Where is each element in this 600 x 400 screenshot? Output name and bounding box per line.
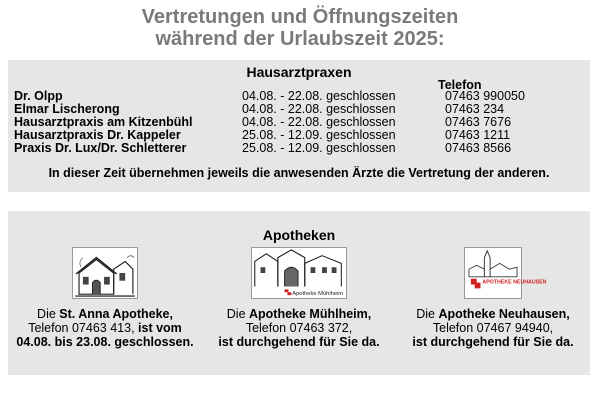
phone-number: 07463 990050 — [445, 89, 525, 103]
pharmacy-info — [396, 307, 590, 349]
pharmacy-phone: Telefon 07467 94940, — [432, 321, 554, 335]
practice-name: Praxis Dr. Lux/Dr. Schletterer — [14, 141, 187, 155]
list-item — [14, 142, 584, 155]
pharmacy-status: 04.08. bis 23.08. geschlossen. — [16, 335, 194, 349]
pharmacy-st-anna — [8, 247, 202, 349]
practice-name: Hausarztpraxis am Kitzenbühl — [14, 115, 193, 129]
title-line-2: während der Urlaubszeit 2025: — [155, 28, 445, 50]
pharmacy-status: ist durchgehend für Sie da. — [218, 335, 380, 349]
pharmacy-phone: Telefon 07463 413, — [28, 321, 139, 335]
phone-number: 07463 8566 — [445, 141, 512, 155]
practice-name: Dr. Olpp — [14, 89, 63, 103]
phone-number: 07463 7676 — [445, 115, 512, 129]
closure-dates: 25.08. - 12.09. geschlossen — [242, 141, 396, 155]
pharmacy-name: St. Anna Apotheke, — [59, 307, 173, 321]
pharmacy-status: ist durchgehend für Sie da. — [412, 335, 574, 349]
hausarzt-heading: Hausarztpraxen — [246, 64, 352, 80]
closure-dates: 04.08. - 22.08. geschlossen — [242, 89, 396, 103]
pharmacy-info — [202, 307, 396, 349]
pharmacy-info — [8, 307, 202, 349]
phone-number: 07463 234 — [445, 102, 505, 116]
hausarzt-section — [8, 60, 590, 192]
apotheken-section — [8, 211, 590, 375]
pharmacy-neuhausen — [396, 247, 590, 349]
closure-dates: 04.08. - 22.08. geschlossen — [242, 102, 396, 116]
title-line-1: Vertretungen und Öffnungszeiten — [141, 6, 459, 28]
phone-column-header: Telefon — [438, 78, 482, 92]
town-gate-drawing-icon — [251, 247, 347, 299]
pharmacy-name: Apotheke Neuhausen, — [438, 307, 570, 321]
pharmacy-text: Die — [37, 307, 60, 321]
logo-caption: APOTHEKE NEUHAUSEN — [482, 279, 547, 286]
pharmacy-text: Die — [416, 307, 439, 321]
practice-name: Elmar Lischerong — [14, 102, 120, 116]
practice-name: Hausarztpraxis Dr. Kappeler — [14, 128, 181, 142]
pharmacy-phone: Telefon 07463 372, — [245, 321, 353, 335]
pharmacy-status-lead: ist vom — [138, 321, 182, 335]
closure-dates: 25.08. - 12.09. geschlossen — [242, 128, 396, 142]
pharmacy-text: Die — [226, 307, 249, 321]
pharmacy-name: Apotheke Mühlheim, — [249, 307, 372, 321]
apotheken-heading: Apotheken — [262, 227, 336, 243]
closure-dates: 04.08. - 22.08. geschlossen — [242, 115, 396, 129]
hausarzt-list — [14, 90, 584, 155]
substitution-note: In dieser Zeit übernehmen jeweils die anwesenden Ärzte die Vertretung der anderen. — [48, 166, 550, 180]
phone-number: 07463 1211 — [445, 128, 511, 142]
logo-caption: Apotheke Mühlheim — [292, 291, 344, 298]
pharmacy-muehlheim — [202, 247, 396, 349]
page-title — [0, 6, 600, 50]
apotheke-neuhausen-logo-icon — [464, 247, 547, 299]
church-drawing-icon — [72, 247, 138, 299]
